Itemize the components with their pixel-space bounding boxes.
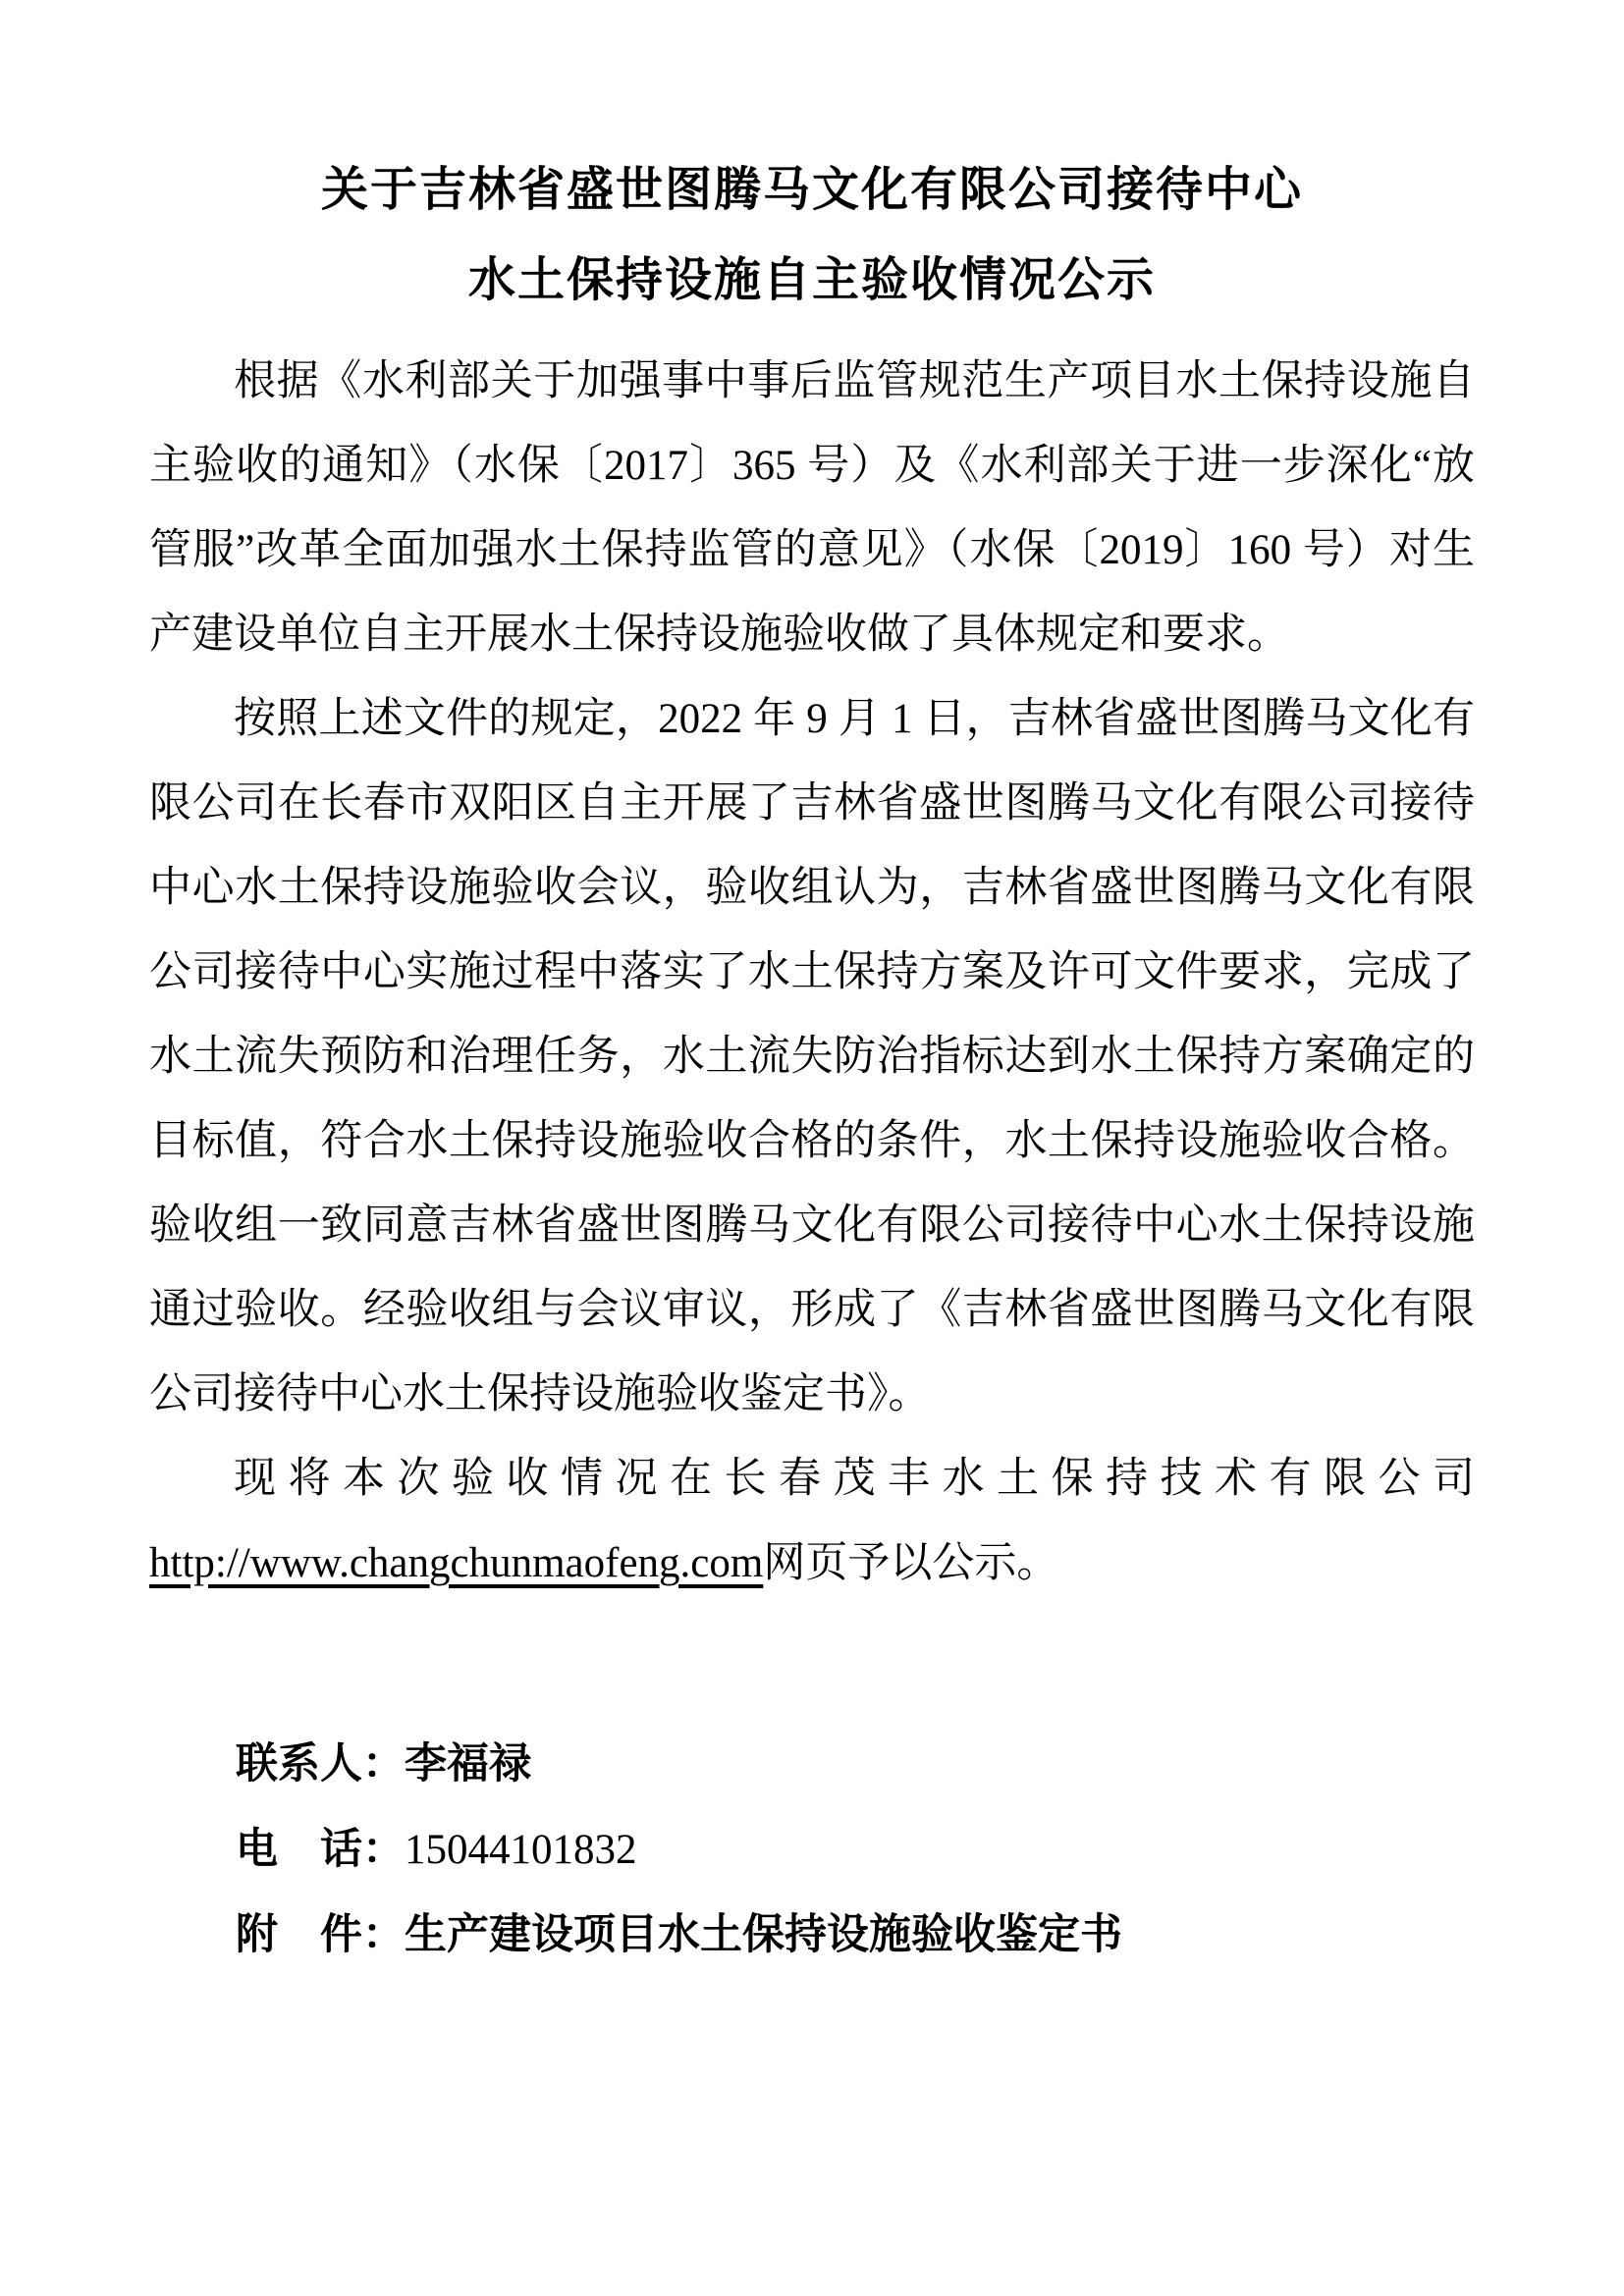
title-line-1: 关于吉林省盛世图腾马文化有限公司接待中心 <box>320 164 1303 216</box>
contact-attachment-label: 附 件： <box>236 1911 405 1958</box>
paragraph-acceptance-meeting: 按照上述文件的规定，2022 年 9 月 1 日，吉林省盛世图腾马文化有限公司在长春市双阳区自主开展了吉林省盛世图腾马文化有限公司接待中心水土保持设施验收会议，验收组认为，吉林省盛世图腾马文化有限公司接待中心实施过程中落实了水土保持方案及许可文件要求，完成了水土流失预防和治理任务，水土流失防治指标达到水土保持方案确定的目标值，符合水土保持设施验收合格的条件，水土保持设施验收合格。验收组一致同意吉林省盛世图腾马文化有限公司接待中心水土保持设施通过验收。经验收组与会议审议，形成了《吉林省盛世图腾马文化有限公司接待中心水土保持设施验收鉴定书》。 <box>149 696 1475 1417</box>
publication-text-after-url: 网页予以公示。 <box>763 1540 1059 1586</box>
title-line-2: 水土保持设施自主验收情况公示 <box>467 254 1156 306</box>
contact-phone-label: 电 话： <box>236 1826 405 1873</box>
contact-phone-line <box>236 1807 1475 1893</box>
publication-text-before-url: 现将本次验收情况在长春茂丰水土保持技术有限公司 <box>234 1456 1475 1502</box>
contact-person-value: 李福禄 <box>405 1740 531 1788</box>
publication-url-link[interactable]: http://www.changchunmaofeng.com <box>149 1540 764 1586</box>
contact-attachment-value: 生产建设项目水土保持设施验收鉴定书 <box>405 1912 1122 1958</box>
paragraph-regulatory-basis: 根据《水利部关于加强事中事后监管规范生产项目水土保持设施自主验收的通知》（水保〔2017〕365 号）及《水利部关于进一步深化“放管服”改革全面加强水土保持监管的意见》（水保〔2019〕160 号）对生产建设单位自主开展水土保持设施验收做了具体规定和要求。 <box>149 358 1475 658</box>
contact-block <box>149 1722 1475 1978</box>
contact-attachment-line <box>236 1893 1475 1978</box>
contact-person-line <box>236 1722 1475 1807</box>
contact-person-label: 联系人： <box>236 1740 405 1788</box>
contact-phone-value: 15044101832 <box>405 1827 637 1873</box>
paragraph-publication <box>149 1437 1475 1606</box>
document-title <box>149 145 1475 326</box>
